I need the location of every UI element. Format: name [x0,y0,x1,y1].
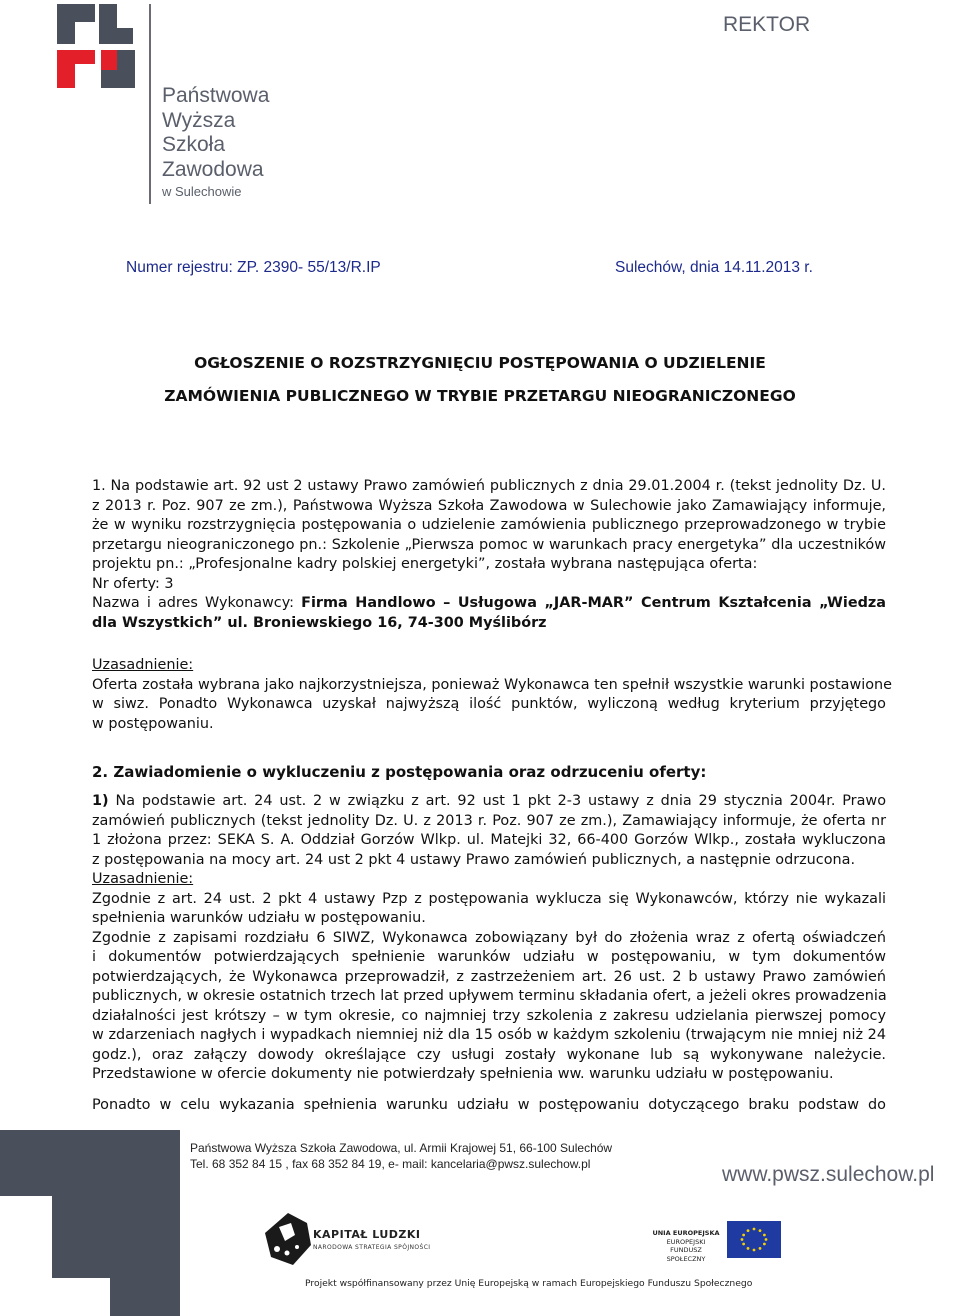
section-2 [92,763,886,783]
contractor-name: Firma Handlowo – Usługowa „JAR-MAR” Centrum Kształcenia „Wiedza [301,595,886,611]
offer-number: Nr oferty: 3 [92,575,174,592]
contractor-line-1 [92,594,886,614]
item-number: 1) [92,793,109,809]
s1-line: że w wyniku rozstrzygnięcia postępowania o udzielenie zamówienia publicznego przeprowadzonego w trybie [92,517,886,533]
contractor-address: dla Wszystkich” ul. Broniewskiego 16, 74-300 Myślibórz [92,614,547,631]
eu-line-2: EUROPEJSKI [666,1237,706,1246]
eu-label [650,1229,722,1263]
kapital-ludzki-subtitle: NARODOWA STRATEGIA SPÓJNOŚCI [313,1244,431,1251]
document-title-line-2: ZAMÓWIENIA PUBLICZNEGO W TRYBIE PRZETARGU NIEOGRANICZONEGO [164,387,796,405]
justification-line: w siwz. Ponadto Wykonawca uzyskał najwyższą ilość punktów, wyliczoną według kryterium przyjętego [92,696,886,712]
footer-logo-mark [0,1130,190,1316]
justification-line: godz.), oraz załączy dowody określające czy usługi zostały wykonane lub są wykonywane należycie. [92,1046,886,1063]
eu-flag-icon [727,1221,781,1258]
justification-line: działalności jest krótszy – w tym okresie, co najmniej trzy szkolenia z zakresu udzielania pierwszej pomocy [92,1007,886,1024]
continuation-line: Ponadto w celu wykazania spełnienia warunku udziału w postępowaniu dotyczącego braku podstaw do [92,1097,886,1113]
justification-label: Uzasadnienie: [92,657,194,673]
justification-line: spełnienia warunków udziału w postępowaniu. [92,910,426,926]
logo-line-2: Wyższa [162,108,236,132]
document-date: Sulechów, dnia 14.11.2013 r. [615,259,813,276]
justification-line: i dokumentów potwierdzających spełnienie warunków udziału w postępowaniu, w tym dokumentów [92,949,886,965]
contractor-label: Nazwa i adres Wykonawcy: [92,595,302,611]
logo-wordmark [162,84,269,202]
item-line: z postępowania na mocy art. 24 ust 2 pkt 4 ustawy Prawo zamówień publicznych, a następnie odrzucona. [92,851,856,868]
justification-line: w postępowaniu. [92,715,214,732]
justification-line: publicznych, w okresie ostatnich trzech lat przed upływem terminu składania ofert, a jeżeli okres prowadzenia [92,988,887,1004]
section-1 [92,477,886,633]
s1-line: 1. Na podstawie art. 92 ust 2 ustawy Prawo zamówień publicznych z dnia 29.01.2004 r. (tekst jednolity Dz. U. [92,478,886,494]
footer-address-line-1: Państwowa Wyższa Szkoła Zawodowa, ul. Armii Krajowej 51, 66-100 Sulechów [190,1141,613,1155]
rektor-label: REKTOR [723,13,811,36]
justification-line: Oferta została wybrana jako najkorzystniejsza, ponieważ Wykonawca ten spełnił wszystkie warunki postawione [92,676,893,693]
kapital-ludzki-icon [265,1213,311,1265]
justification-line: Zgodnie z zapisami rozdziału 6 SIWZ, Wykonawca zobowiązany był do złożenia wraz z ofertą oświadczeń [92,929,886,946]
logo-line-4: Zawodowa [162,157,264,181]
footer-address-line-2: Tel. 68 352 84 15 , fax 68 352 84 19, e- mail: kancelaria@pwsz.sulechow.pl [190,1157,591,1171]
section-2-item [92,792,886,1085]
eu-line-3: FUNDUSZ SPOŁECZNY [666,1246,706,1263]
justification-line: Przedstawione w ofercie dokumenty nie potwierdzały spełnienia ww. warunku udziału w postępowaniu. [92,1066,834,1082]
section-2-continuation [92,1096,886,1116]
justification-line: w zdarzeniach nagłych i wypadkach niemniej niż dla 15 osób w każdym szkoleniu (trwającym nie mniej niż 24 [92,1027,886,1043]
s1-line: z 2013 r. Poz. 907 ze zm.), Państwowa Wyższa Szkoła Zawodowa w Sulechowie jako Zamawiający informuje, [92,497,886,514]
item-text: Na podstawie art. 24 ust. 2 w związku z art. 92 ust 1 pkt 2-3 ustawy z dnia 29 stycznia 2004r. Prawo [108,793,886,809]
logo-line-3: Szkoła [162,133,226,156]
s1-line: projektu pn.: „Profesjonalne kadry polskiej energetyki”, została wybrana następująca oferta: [92,556,758,572]
register-number: Numer rejestru: ZP. 2390- 55/13/R.IP [126,259,381,276]
section-2-heading: 2. Zawiadomienie o wykluczeniu z postępowania oraz odrzuceniu oferty: [92,763,707,781]
logo-divider [149,4,151,204]
justification-label: Uzasadnienie: [92,871,194,887]
item-line: zamówień publicznych (tekst jednolity Dz. U. z 2013 r. Poz. 907 ze zm.), Zamawiający informuje, że oferta nr [92,812,886,829]
logo-line-1: Państwowa [162,84,270,107]
kapital-ludzki-title: KAPITAŁ LUDZKI [313,1228,421,1241]
document-title-line-1: OGŁOSZENIE O ROZSTRZYGNIĘCIU POSTĘPOWANIA O UDZIELENIE [194,354,766,372]
section-1-justification [92,656,893,734]
justification-line: Zgodnie z art. 24 ust. 2 pkt 4 ustawy Pzp z postępowania wyklucza się Wykonawców, którzy nie wykazali [92,890,886,907]
item-line [92,792,886,812]
s1-line: przetargu nieograniczonego pn.: Szkolenie „Pierwsza pomoc w warunkach pracy energetyka” dla uczestników [92,536,886,553]
eu-line-1: UNIA EUROPEJSKA [652,1229,720,1237]
project-cofinancing-note: Projekt współfinansowany przez Unię Europejską w ramach Europejskiego Funduszu Społecznego [305,1278,753,1289]
logo-line-small: w Sulechowie [162,184,242,199]
justification-line: potwierdzających, że Wykonawca przeprowadził, z zastrzeżeniem art. 26 ust. 2 b ustawy Prawo zamówień [92,968,886,985]
footer-website: www.pwsz.sulechow.pl [722,1163,935,1186]
item-line: 1 złożona przez: SEKA S. A. Oddział Gorzów Wlkp. ul. Matejki 32, 66-400 Gorzów Wlkp., została wykluczona [92,832,886,848]
footer-address [190,1140,612,1172]
